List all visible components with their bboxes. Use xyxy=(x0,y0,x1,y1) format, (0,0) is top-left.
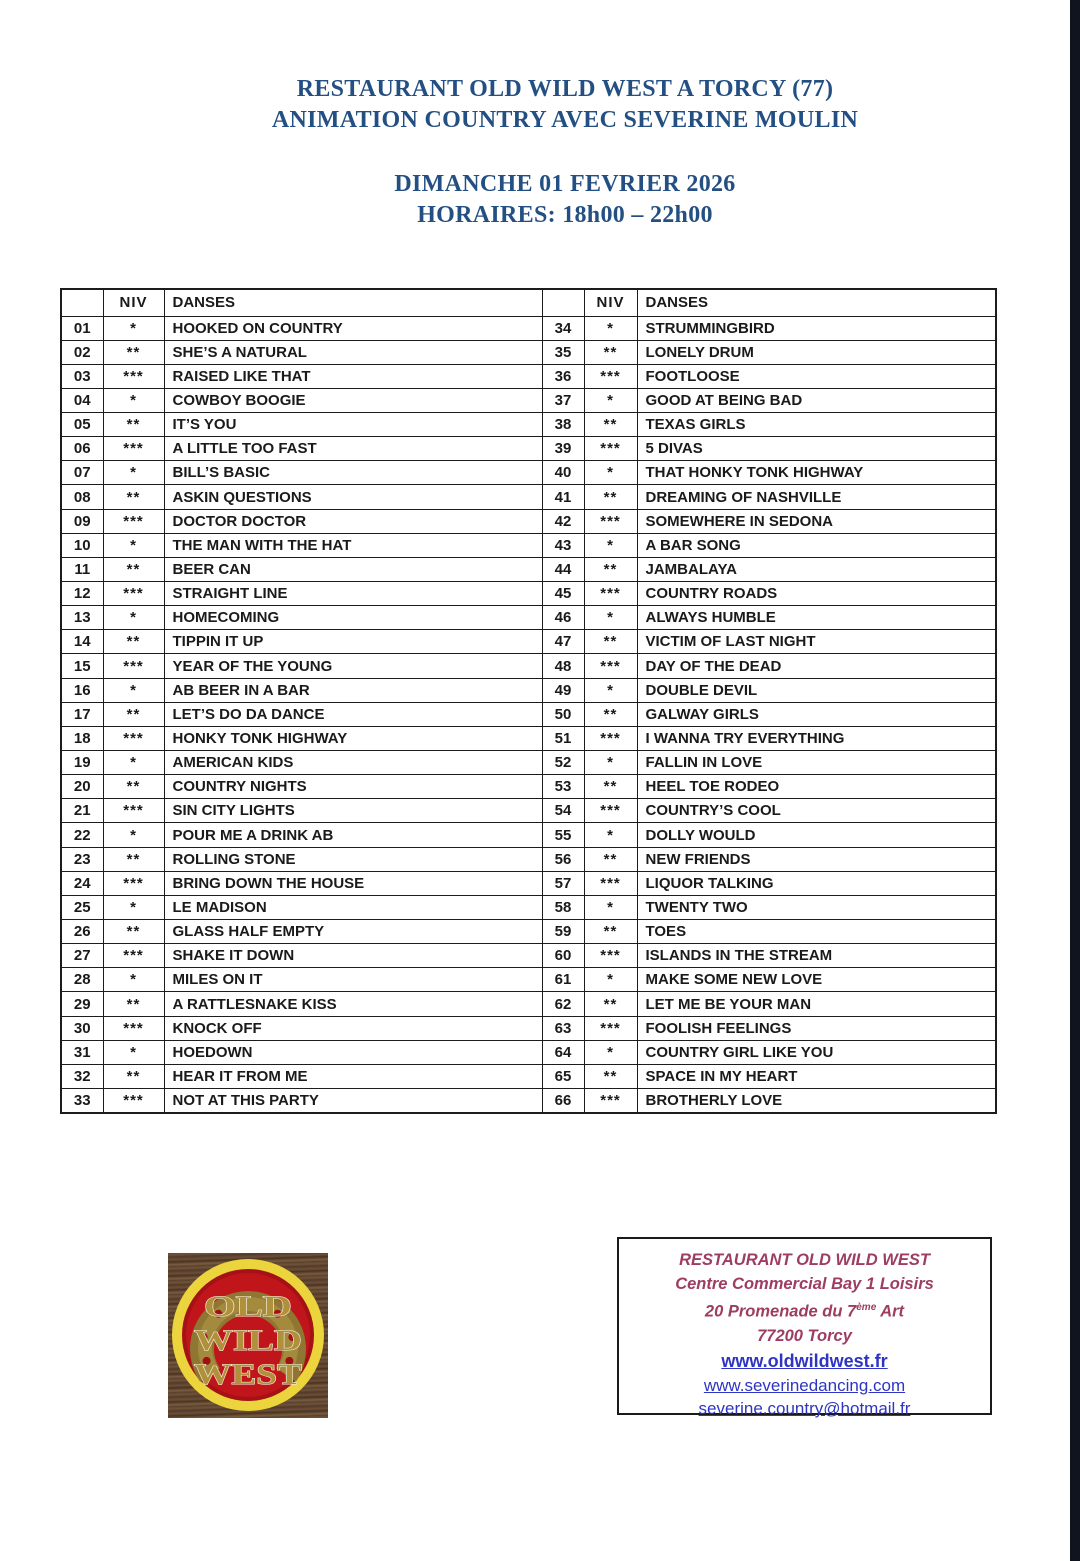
danse-cell: SHAKE IT DOWN xyxy=(164,944,542,968)
niv-cell: * xyxy=(584,533,637,557)
danse-cell: KNOCK OFF xyxy=(164,1016,542,1040)
num-cell: 57 xyxy=(542,871,584,895)
niv-cell: * xyxy=(103,606,164,630)
table-row xyxy=(61,799,996,823)
table-row xyxy=(61,509,996,533)
danse-cell: THE MAN WITH THE HAT xyxy=(164,533,542,557)
danse-cell: TEXAS GIRLS xyxy=(637,413,996,437)
table-row xyxy=(61,437,996,461)
horseshoe-badge-icon xyxy=(168,1253,328,1418)
danse-cell: ASKIN QUESTIONS xyxy=(164,485,542,509)
table-row xyxy=(61,340,996,364)
old-wild-west-logo xyxy=(168,1253,328,1418)
table-row xyxy=(61,606,996,630)
danse-cell: STRUMMINGBIRD xyxy=(637,316,996,340)
danse-cell: VICTIM OF LAST NIGHT xyxy=(637,630,996,654)
num-cell: 62 xyxy=(542,992,584,1016)
niv-cell: ** xyxy=(103,920,164,944)
niv-cell: *** xyxy=(103,726,164,750)
table-row xyxy=(61,413,996,437)
num-cell: 06 xyxy=(61,437,103,461)
niv-cell: ** xyxy=(103,992,164,1016)
danse-cell: SPACE IN MY HEART xyxy=(637,1064,996,1088)
num-cell: 54 xyxy=(542,799,584,823)
danse-cell: TWENTY TWO xyxy=(637,895,996,919)
danse-cell: HOMECOMING xyxy=(164,606,542,630)
danse-cell: LET’S DO DA DANCE xyxy=(164,702,542,726)
niv-cell: *** xyxy=(584,726,637,750)
num-cell: 52 xyxy=(542,751,584,775)
num-cell: 45 xyxy=(542,582,584,606)
danse-cell: HEEL TOE RODEO xyxy=(637,775,996,799)
num-cell: 33 xyxy=(61,1089,103,1113)
num-cell: 09 xyxy=(61,509,103,533)
niv-cell: *** xyxy=(103,437,164,461)
num-cell: 12 xyxy=(61,582,103,606)
danse-cell: FALLIN IN LOVE xyxy=(637,751,996,775)
num-cell: 66 xyxy=(542,1089,584,1113)
link-oldwildwest[interactable]: www.oldwildwest.fr xyxy=(721,1350,888,1371)
num-cell: 41 xyxy=(542,485,584,509)
num-cell: 21 xyxy=(61,799,103,823)
table-row xyxy=(61,654,996,678)
danse-cell: 5 DIVAS xyxy=(637,437,996,461)
num-cell: 01 xyxy=(61,316,103,340)
niv-cell: *** xyxy=(584,1016,637,1040)
niv-cell: ** xyxy=(103,847,164,871)
num-cell: 35 xyxy=(542,340,584,364)
num-cell: 29 xyxy=(61,992,103,1016)
niv-cell: *** xyxy=(103,364,164,388)
danse-cell: DOCTOR DOCTOR xyxy=(164,509,542,533)
niv-cell: *** xyxy=(584,871,637,895)
num-cell: 49 xyxy=(542,678,584,702)
niv-cell: *** xyxy=(103,582,164,606)
num-cell: 07 xyxy=(61,461,103,485)
danse-cell: MILES ON IT xyxy=(164,968,542,992)
header-danses-right: DANSES xyxy=(637,289,996,316)
title-line-2: ANIMATION COUNTRY AVEC SEVERINE MOULIN xyxy=(271,107,859,133)
table-row xyxy=(61,1040,996,1064)
danse-cell: YEAR OF THE YOUNG xyxy=(164,654,542,678)
header-empty-left xyxy=(61,289,103,316)
niv-cell: * xyxy=(584,316,637,340)
danse-cell: DAY OF THE DEAD xyxy=(637,654,996,678)
dance-table xyxy=(60,288,997,1114)
niv-cell: * xyxy=(584,678,637,702)
danse-cell: COWBOY BOOGIE xyxy=(164,388,542,412)
num-cell: 04 xyxy=(61,388,103,412)
contact-address-line1: Centre Commercial Bay 1 Loisirs xyxy=(675,1275,934,1293)
document-header xyxy=(60,74,1070,231)
num-cell: 61 xyxy=(542,968,584,992)
danse-cell: SIN CITY LIGHTS xyxy=(164,799,542,823)
niv-cell: ** xyxy=(584,557,637,581)
niv-cell: *** xyxy=(103,871,164,895)
danse-cell: I WANNA TRY EVERYTHING xyxy=(637,726,996,750)
danse-cell: COUNTRY GIRL LIKE YOU xyxy=(637,1040,996,1064)
niv-cell: ** xyxy=(103,702,164,726)
num-cell: 42 xyxy=(542,509,584,533)
niv-cell: ** xyxy=(584,920,637,944)
niv-cell: *** xyxy=(103,654,164,678)
num-cell: 47 xyxy=(542,630,584,654)
logo-text-old: OLD xyxy=(204,1290,292,1323)
dance-table-body xyxy=(61,316,996,1113)
niv-cell: ** xyxy=(584,992,637,1016)
num-cell: 03 xyxy=(61,364,103,388)
niv-cell: *** xyxy=(584,799,637,823)
table-row xyxy=(61,485,996,509)
danse-cell: A BAR SONG xyxy=(637,533,996,557)
danse-cell: ISLANDS IN THE STREAM xyxy=(637,944,996,968)
danse-cell: LET ME BE YOUR MAN xyxy=(637,992,996,1016)
table-header-row xyxy=(61,289,996,316)
num-cell: 60 xyxy=(542,944,584,968)
num-cell: 63 xyxy=(542,1016,584,1040)
niv-cell: *** xyxy=(584,364,637,388)
danse-cell: ALWAYS HUMBLE xyxy=(637,606,996,630)
num-cell: 18 xyxy=(61,726,103,750)
niv-cell: ** xyxy=(103,413,164,437)
danse-cell: GLASS HALF EMPTY xyxy=(164,920,542,944)
niv-cell: * xyxy=(584,823,637,847)
address2-pre: 20 Promenade du 7 xyxy=(704,1302,857,1321)
contact-box xyxy=(617,1237,992,1418)
danse-cell: THAT HONKY TONK HIGHWAY xyxy=(637,461,996,485)
table-row xyxy=(61,992,996,1016)
num-cell: 58 xyxy=(542,895,584,919)
table-row xyxy=(61,920,996,944)
num-cell: 13 xyxy=(61,606,103,630)
link-severine-email[interactable]: severine.country@hotmail.fr xyxy=(698,1398,911,1418)
viewer-edge-strip xyxy=(1070,0,1080,1561)
niv-cell: *** xyxy=(103,509,164,533)
niv-cell: *** xyxy=(103,1089,164,1113)
danse-cell: FOOLISH FEELINGS xyxy=(637,1016,996,1040)
niv-cell: * xyxy=(584,968,637,992)
num-cell: 51 xyxy=(542,726,584,750)
table-row xyxy=(61,1064,996,1088)
niv-cell: ** xyxy=(103,557,164,581)
table-row xyxy=(61,751,996,775)
num-cell: 36 xyxy=(542,364,584,388)
num-cell: 43 xyxy=(542,533,584,557)
niv-cell: * xyxy=(103,533,164,557)
table-row xyxy=(61,702,996,726)
danse-cell: IT’S YOU xyxy=(164,413,542,437)
header-niv-right: NIV xyxy=(584,289,637,316)
niv-cell: * xyxy=(584,606,637,630)
danse-cell: FOOTLOOSE xyxy=(637,364,996,388)
table-row xyxy=(61,968,996,992)
niv-cell: * xyxy=(584,895,637,919)
header-empty-right xyxy=(542,289,584,316)
niv-cell: * xyxy=(103,461,164,485)
danse-cell: BILL’S BASIC xyxy=(164,461,542,485)
logo-text-wild: WILD xyxy=(194,1324,302,1357)
num-cell: 19 xyxy=(61,751,103,775)
niv-cell: * xyxy=(103,678,164,702)
num-cell: 16 xyxy=(61,678,103,702)
num-cell: 48 xyxy=(542,654,584,678)
niv-cell: * xyxy=(103,823,164,847)
danse-cell: GOOD AT BEING BAD xyxy=(637,388,996,412)
danse-cell: STRAIGHT LINE xyxy=(164,582,542,606)
table-row xyxy=(61,557,996,581)
niv-cell: *** xyxy=(103,1016,164,1040)
num-cell: 34 xyxy=(542,316,584,340)
niv-cell: ** xyxy=(584,413,637,437)
table-row xyxy=(61,461,996,485)
table-row xyxy=(61,823,996,847)
danse-cell: DREAMING OF NASHVILLE xyxy=(637,485,996,509)
danse-cell: SHE’S A NATURAL xyxy=(164,340,542,364)
niv-cell: *** xyxy=(584,654,637,678)
niv-cell: ** xyxy=(584,340,637,364)
table-row xyxy=(61,316,996,340)
danse-cell: BEER CAN xyxy=(164,557,542,581)
niv-cell: * xyxy=(103,895,164,919)
table-row xyxy=(61,895,996,919)
danse-cell: DOUBLE DEVIL xyxy=(637,678,996,702)
danse-cell: NOT AT THIS PARTY xyxy=(164,1089,542,1113)
niv-cell: ** xyxy=(103,775,164,799)
num-cell: 15 xyxy=(61,654,103,678)
address2-post: Art xyxy=(876,1302,905,1321)
num-cell: 44 xyxy=(542,557,584,581)
danse-cell: COUNTRY ROADS xyxy=(637,582,996,606)
num-cell: 25 xyxy=(61,895,103,919)
danse-cell: GALWAY GIRLS xyxy=(637,702,996,726)
hours-line: HORAIRES: 18h00 – 22h00 xyxy=(417,202,713,228)
table-row xyxy=(61,1016,996,1040)
niv-cell: * xyxy=(103,751,164,775)
table-row xyxy=(61,364,996,388)
danse-cell: BROTHERLY LOVE xyxy=(637,1089,996,1113)
num-cell: 26 xyxy=(61,920,103,944)
num-cell: 38 xyxy=(542,413,584,437)
danse-cell: BRING DOWN THE HOUSE xyxy=(164,871,542,895)
danse-cell: HOOKED ON COUNTRY xyxy=(164,316,542,340)
num-cell: 55 xyxy=(542,823,584,847)
table-row xyxy=(61,533,996,557)
table-row xyxy=(61,1089,996,1113)
table-row xyxy=(61,847,996,871)
table-row xyxy=(61,944,996,968)
niv-cell: *** xyxy=(103,799,164,823)
num-cell: 11 xyxy=(61,557,103,581)
contact-address-line2 xyxy=(619,1296,990,1324)
link-severinedancing[interactable]: www.severinedancing.com xyxy=(703,1375,906,1395)
address2-superscript: ème xyxy=(856,1302,877,1313)
num-cell: 46 xyxy=(542,606,584,630)
danse-cell: A RATTLESNAKE KISS xyxy=(164,992,542,1016)
niv-cell: ** xyxy=(103,1064,164,1088)
contact-address-line3: 77200 Torcy xyxy=(757,1326,852,1345)
num-cell: 02 xyxy=(61,340,103,364)
num-cell: 32 xyxy=(61,1064,103,1088)
date-line: DIMANCHE 01 FEVRIER 2026 xyxy=(394,171,736,197)
num-cell: 31 xyxy=(61,1040,103,1064)
danse-cell: COUNTRY NIGHTS xyxy=(164,775,542,799)
danse-cell: A LITTLE TOO FAST xyxy=(164,437,542,461)
niv-cell: ** xyxy=(103,485,164,509)
niv-cell: * xyxy=(584,751,637,775)
title-line-1: RESTAURANT OLD WILD WEST A TORCY (77) xyxy=(296,76,834,102)
danse-cell: ROLLING STONE xyxy=(164,847,542,871)
niv-cell: *** xyxy=(584,1089,637,1113)
niv-cell: ** xyxy=(584,702,637,726)
niv-cell: *** xyxy=(584,509,637,533)
niv-cell: * xyxy=(103,388,164,412)
num-cell: 50 xyxy=(542,702,584,726)
danse-cell: RAISED LIKE THAT xyxy=(164,364,542,388)
danse-cell: LIQUOR TALKING xyxy=(637,871,996,895)
table-row xyxy=(61,726,996,750)
danse-cell: HONKY TONK HIGHWAY xyxy=(164,726,542,750)
niv-cell: ** xyxy=(584,485,637,509)
num-cell: 10 xyxy=(61,533,103,557)
header-niv-left: NIV xyxy=(103,289,164,316)
niv-cell: ** xyxy=(584,1064,637,1088)
niv-cell: ** xyxy=(103,340,164,364)
danse-cell: DOLLY WOULD xyxy=(637,823,996,847)
danse-cell: LONELY DRUM xyxy=(637,340,996,364)
num-cell: 53 xyxy=(542,775,584,799)
danse-cell: AMERICAN KIDS xyxy=(164,751,542,775)
num-cell: 24 xyxy=(61,871,103,895)
danse-cell: HEAR IT FROM ME xyxy=(164,1064,542,1088)
num-cell: 27 xyxy=(61,944,103,968)
num-cell: 17 xyxy=(61,702,103,726)
num-cell: 65 xyxy=(542,1064,584,1088)
danse-cell: SOMEWHERE IN SEDONA xyxy=(637,509,996,533)
danse-cell: COUNTRY’S COOL xyxy=(637,799,996,823)
niv-cell: *** xyxy=(584,944,637,968)
danse-cell: TIPPIN IT UP xyxy=(164,630,542,654)
num-cell: 37 xyxy=(542,388,584,412)
num-cell: 23 xyxy=(61,847,103,871)
num-cell: 20 xyxy=(61,775,103,799)
niv-cell: *** xyxy=(103,944,164,968)
danse-cell: HOEDOWN xyxy=(164,1040,542,1064)
logo-text-west: WEST xyxy=(194,1358,302,1391)
contact-name: RESTAURANT OLD WILD WEST xyxy=(679,1251,930,1269)
niv-cell: *** xyxy=(584,437,637,461)
num-cell: 59 xyxy=(542,920,584,944)
danse-cell: JAMBALAYA xyxy=(637,557,996,581)
danse-cell: LE MADISON xyxy=(164,895,542,919)
niv-cell: * xyxy=(103,316,164,340)
niv-cell: ** xyxy=(584,630,637,654)
danse-cell: POUR ME A DRINK AB xyxy=(164,823,542,847)
niv-cell: *** xyxy=(584,582,637,606)
table-row xyxy=(61,630,996,654)
danse-cell: TOES xyxy=(637,920,996,944)
num-cell: 14 xyxy=(61,630,103,654)
niv-cell: ** xyxy=(103,630,164,654)
niv-cell: * xyxy=(103,1040,164,1064)
niv-cell: * xyxy=(584,388,637,412)
danse-cell: NEW FRIENDS xyxy=(637,847,996,871)
table-row xyxy=(61,775,996,799)
danse-cell: AB BEER IN A BAR xyxy=(164,678,542,702)
num-cell: 64 xyxy=(542,1040,584,1064)
table-row xyxy=(61,388,996,412)
danse-cell: MAKE SOME NEW LOVE xyxy=(637,968,996,992)
niv-cell: ** xyxy=(584,775,637,799)
niv-cell: * xyxy=(584,1040,637,1064)
num-cell: 30 xyxy=(61,1016,103,1040)
num-cell: 40 xyxy=(542,461,584,485)
num-cell: 05 xyxy=(61,413,103,437)
niv-cell: * xyxy=(584,461,637,485)
num-cell: 08 xyxy=(61,485,103,509)
table-row xyxy=(61,871,996,895)
num-cell: 22 xyxy=(61,823,103,847)
num-cell: 56 xyxy=(542,847,584,871)
niv-cell: * xyxy=(103,968,164,992)
table-row xyxy=(61,678,996,702)
num-cell: 39 xyxy=(542,437,584,461)
niv-cell: ** xyxy=(584,847,637,871)
header-danses-left: DANSES xyxy=(164,289,542,316)
table-row xyxy=(61,582,996,606)
num-cell: 28 xyxy=(61,968,103,992)
